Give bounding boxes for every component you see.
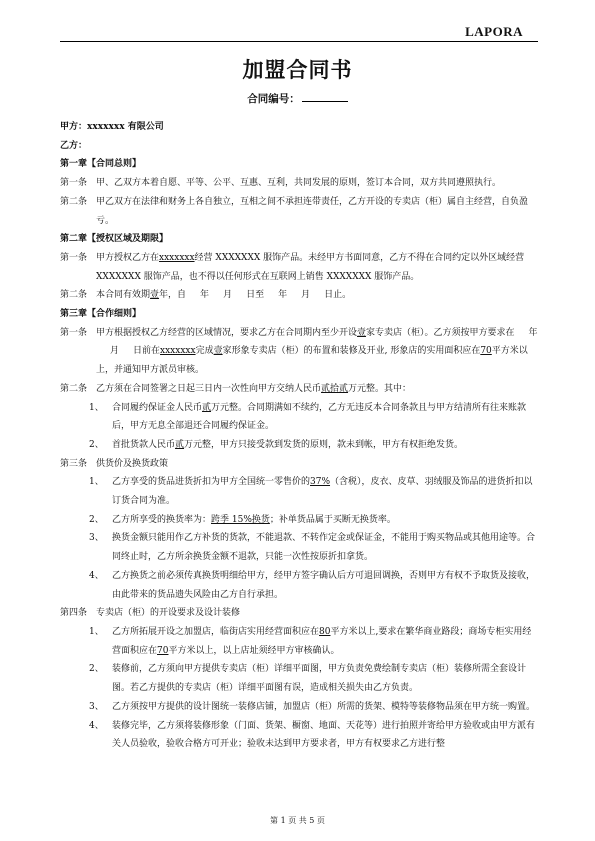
- item-number: 4、: [89, 720, 104, 731]
- store-location: xxxxxxx: [160, 346, 196, 357]
- ch1-article-1: [60, 174, 538, 193]
- article-text: 家形象专卖店（柜）的布置和装修及开业, 形象店的实用面积应在: [222, 346, 481, 357]
- article-label: 第三条: [60, 458, 88, 469]
- ch3-a3-item-2: [60, 511, 538, 530]
- term-years: 壹: [150, 290, 160, 301]
- store-area: 70: [480, 346, 492, 357]
- article-label: 第二条: [60, 383, 88, 394]
- article-text: 日止。: [324, 290, 352, 301]
- item-text: ；补单货品属于买断无换货率。: [269, 514, 396, 525]
- header-rule: [60, 41, 538, 42]
- exchange-rate: 跨季 15%换货: [211, 514, 270, 525]
- item-text: 乙方须按甲方提供的设计图统一装修店铺，加盟店（柜）所需的货架、模特等装修物品须在甲方统一购置。: [112, 701, 536, 712]
- ch3-article-1: [60, 324, 538, 380]
- article-text: 万元整。其中：: [348, 383, 412, 394]
- image-store-count: 壹: [213, 346, 223, 357]
- article-label: 第四条: [60, 608, 88, 619]
- item-number: 2、: [89, 439, 104, 450]
- article-label: 第一条: [60, 327, 88, 338]
- item-text: 乙方换货之前必须传真换货明细给甲方，经甲方签字确认后方可退回调换，否则甲方有权不予取货及接收，由此带来的货品遗失风险由乙方自行承担。: [112, 570, 536, 600]
- article-label: 第二条: [60, 196, 88, 207]
- item-text: 平方米以上，以上店址须经甲方审核确认。: [168, 645, 340, 656]
- document-title: 加盟合同书: [242, 57, 353, 82]
- total-payment: 贰拾贰: [321, 383, 349, 394]
- article-text: 平方米以上，并通知甲方派员审核。: [96, 346, 528, 376]
- article-text: 本合同有效期: [96, 290, 151, 301]
- ch1-article-2: [60, 193, 538, 230]
- counter-area: 70: [157, 645, 169, 656]
- ch3-a4-item-3: [60, 698, 538, 717]
- item-text: 装修完毕，乙方须将装修形象（门面、货架、橱窗、地面、天花等）进行拍照并寄给甲方验收或由甲方派有关人员验收，验收合格方可开业；验收未达到甲方要求者，甲方有权要求乙方进行整: [112, 720, 536, 750]
- item-number: 2、: [89, 514, 104, 525]
- header-brand: LAPORA: [465, 24, 523, 39]
- ch3-a4-item-1: [60, 623, 538, 660]
- ch3-a2-item-1: [60, 399, 538, 436]
- item-number: 2、: [89, 664, 104, 675]
- discount-rate: 37%: [310, 477, 331, 488]
- item-number: 1、: [89, 626, 104, 637]
- article-text: 经营 XXXXXXX 服饰产品。未经甲方书面同意，乙方不得在合同约定以外区域经营 XXXXXXX 服饰产品，也不得以任何形式在互联网上销售 XXXXXXX 服饰产品。: [96, 252, 525, 282]
- ch3-a2-item-2: [60, 436, 538, 455]
- article-text: 年，自: [159, 290, 187, 301]
- ch3-article-2: [60, 380, 538, 399]
- article-text: 月: [223, 290, 233, 301]
- chapter-2-title: 第二章【授权区域及期限】: [60, 234, 169, 245]
- article-text: 月: [110, 346, 120, 357]
- page-footer: 第 1 页 共 5 页: [270, 816, 325, 825]
- item-number: 1、: [89, 402, 104, 413]
- article-text: 专卖店（柜）的开设要求及设计装修: [96, 608, 241, 619]
- article-text: 甲、乙双方本着自愿、平等、公平、互惠、互利，共同发展的原则，签订本合同，双方共同遵照执行。: [96, 178, 502, 189]
- item-text: 换货金额只能用作乙方补货的货款，不能退款、不转作定金或保证金，不能用于购买物品或其他用途等。合同终止时，乙方所余换货金额不退款，只能一次性按原折扣拿货。: [112, 533, 536, 563]
- item-number: 3、: [89, 701, 104, 712]
- first-order-amount: 贰: [175, 439, 185, 450]
- ch2-article-2: [60, 286, 538, 305]
- article-text: 乙方须在合同签署之日起三日内一次性向甲方交纳人民币: [96, 383, 322, 394]
- party-b: 乙方：: [60, 140, 88, 151]
- item-number: 3、: [89, 533, 104, 544]
- article-text: 甲乙双方在法律和财务上各自独立，互相之间不承担连带责任，乙方开设的专卖店（柜）属自主经营，自负盈亏。: [96, 196, 529, 226]
- chapter-3-title: 第三章【合作细则】: [60, 309, 142, 320]
- article-text: 月: [301, 290, 311, 301]
- item-text: 乙方所享受的换货率为：: [112, 514, 212, 525]
- ch3-a4-item-4: [60, 717, 538, 754]
- article-text: 年: [528, 327, 538, 338]
- contract-number-blank: [302, 91, 348, 102]
- article-label: 第一条: [60, 178, 88, 189]
- ch3-a4-item-2: [60, 660, 538, 697]
- item-text: 万元整。合同期满如不续约，乙方无违反本合同条款且与甲方结清所有往来账款后，甲方无息全部退还合同履约保证金。: [112, 402, 527, 432]
- article-text: 年: [200, 290, 210, 301]
- ch3-article-3: [60, 455, 538, 474]
- item-text: 乙方所拓展开设之加盟店，临街店实用经营面积应在: [112, 626, 320, 637]
- ch3-article-4: [60, 604, 538, 623]
- item-text: 首批货款人民币: [112, 439, 176, 450]
- contract-number-label: 合同编号：: [247, 93, 300, 105]
- item-number: 1、: [89, 477, 104, 488]
- ch3-a3-item-4: [60, 567, 538, 604]
- article-text: 日至: [246, 290, 265, 301]
- item-text: 乙方享受的货品进货折扣为甲方全国统一零售价的: [112, 477, 311, 488]
- article-text: 甲方授权乙方在: [96, 252, 160, 263]
- ch3-a3-item-3: [60, 529, 538, 566]
- article-label: 第二条: [60, 290, 88, 301]
- item-text: （含税），皮衣、皮草、羽绒服及饰品的进货折扣以订货合同为准。: [112, 477, 533, 507]
- article-label: 第一条: [60, 252, 88, 263]
- item-text: 合同履约保证金人民币: [112, 402, 203, 413]
- chapter-1-title: 第一章【合同总则】: [60, 159, 142, 170]
- article-text: 家专卖店（柜）。乙方须按甲方要求在: [366, 327, 515, 338]
- article-text: 完成: [195, 346, 214, 357]
- article-text: 甲方根据授权乙方经营的区域情况，要求乙方在合同期内至少开设: [96, 327, 358, 338]
- article-text: 年: [278, 290, 288, 301]
- item-text: 万元整，甲方只接受款到发货的原则，款未到帐，甲方有权拒绝发货。: [184, 439, 464, 450]
- ch3-a3-item-1: [60, 473, 538, 510]
- article-text: 日前在: [133, 346, 161, 357]
- store-count: 壹: [357, 327, 367, 338]
- party-a: 甲方：xxxxxxx 有限公司: [60, 122, 164, 132]
- document-body: [60, 118, 538, 754]
- region-blank: xxxxxxx: [159, 252, 195, 263]
- contract-number-line: [0, 91, 595, 106]
- item-number: 4、: [89, 570, 104, 581]
- article-text: 供货价及换货政策: [96, 458, 169, 469]
- deposit-amount: 贰: [202, 402, 212, 413]
- item-text: 平方米以上,要求在繁华商业路段；商场专柜实用经营面积应在: [112, 626, 532, 656]
- ch2-article-1: [60, 249, 538, 286]
- item-text: 装修前，乙方须向甲方提供专卖店（柜）详细平面图，甲方负责免费绘制专卖店（柜）装修所需全套设计图。若乙方提供的专卖店（柜）详细平面图有误，造成相关损失由乙方负责。: [112, 664, 527, 694]
- street-store-area: 80: [319, 626, 331, 637]
